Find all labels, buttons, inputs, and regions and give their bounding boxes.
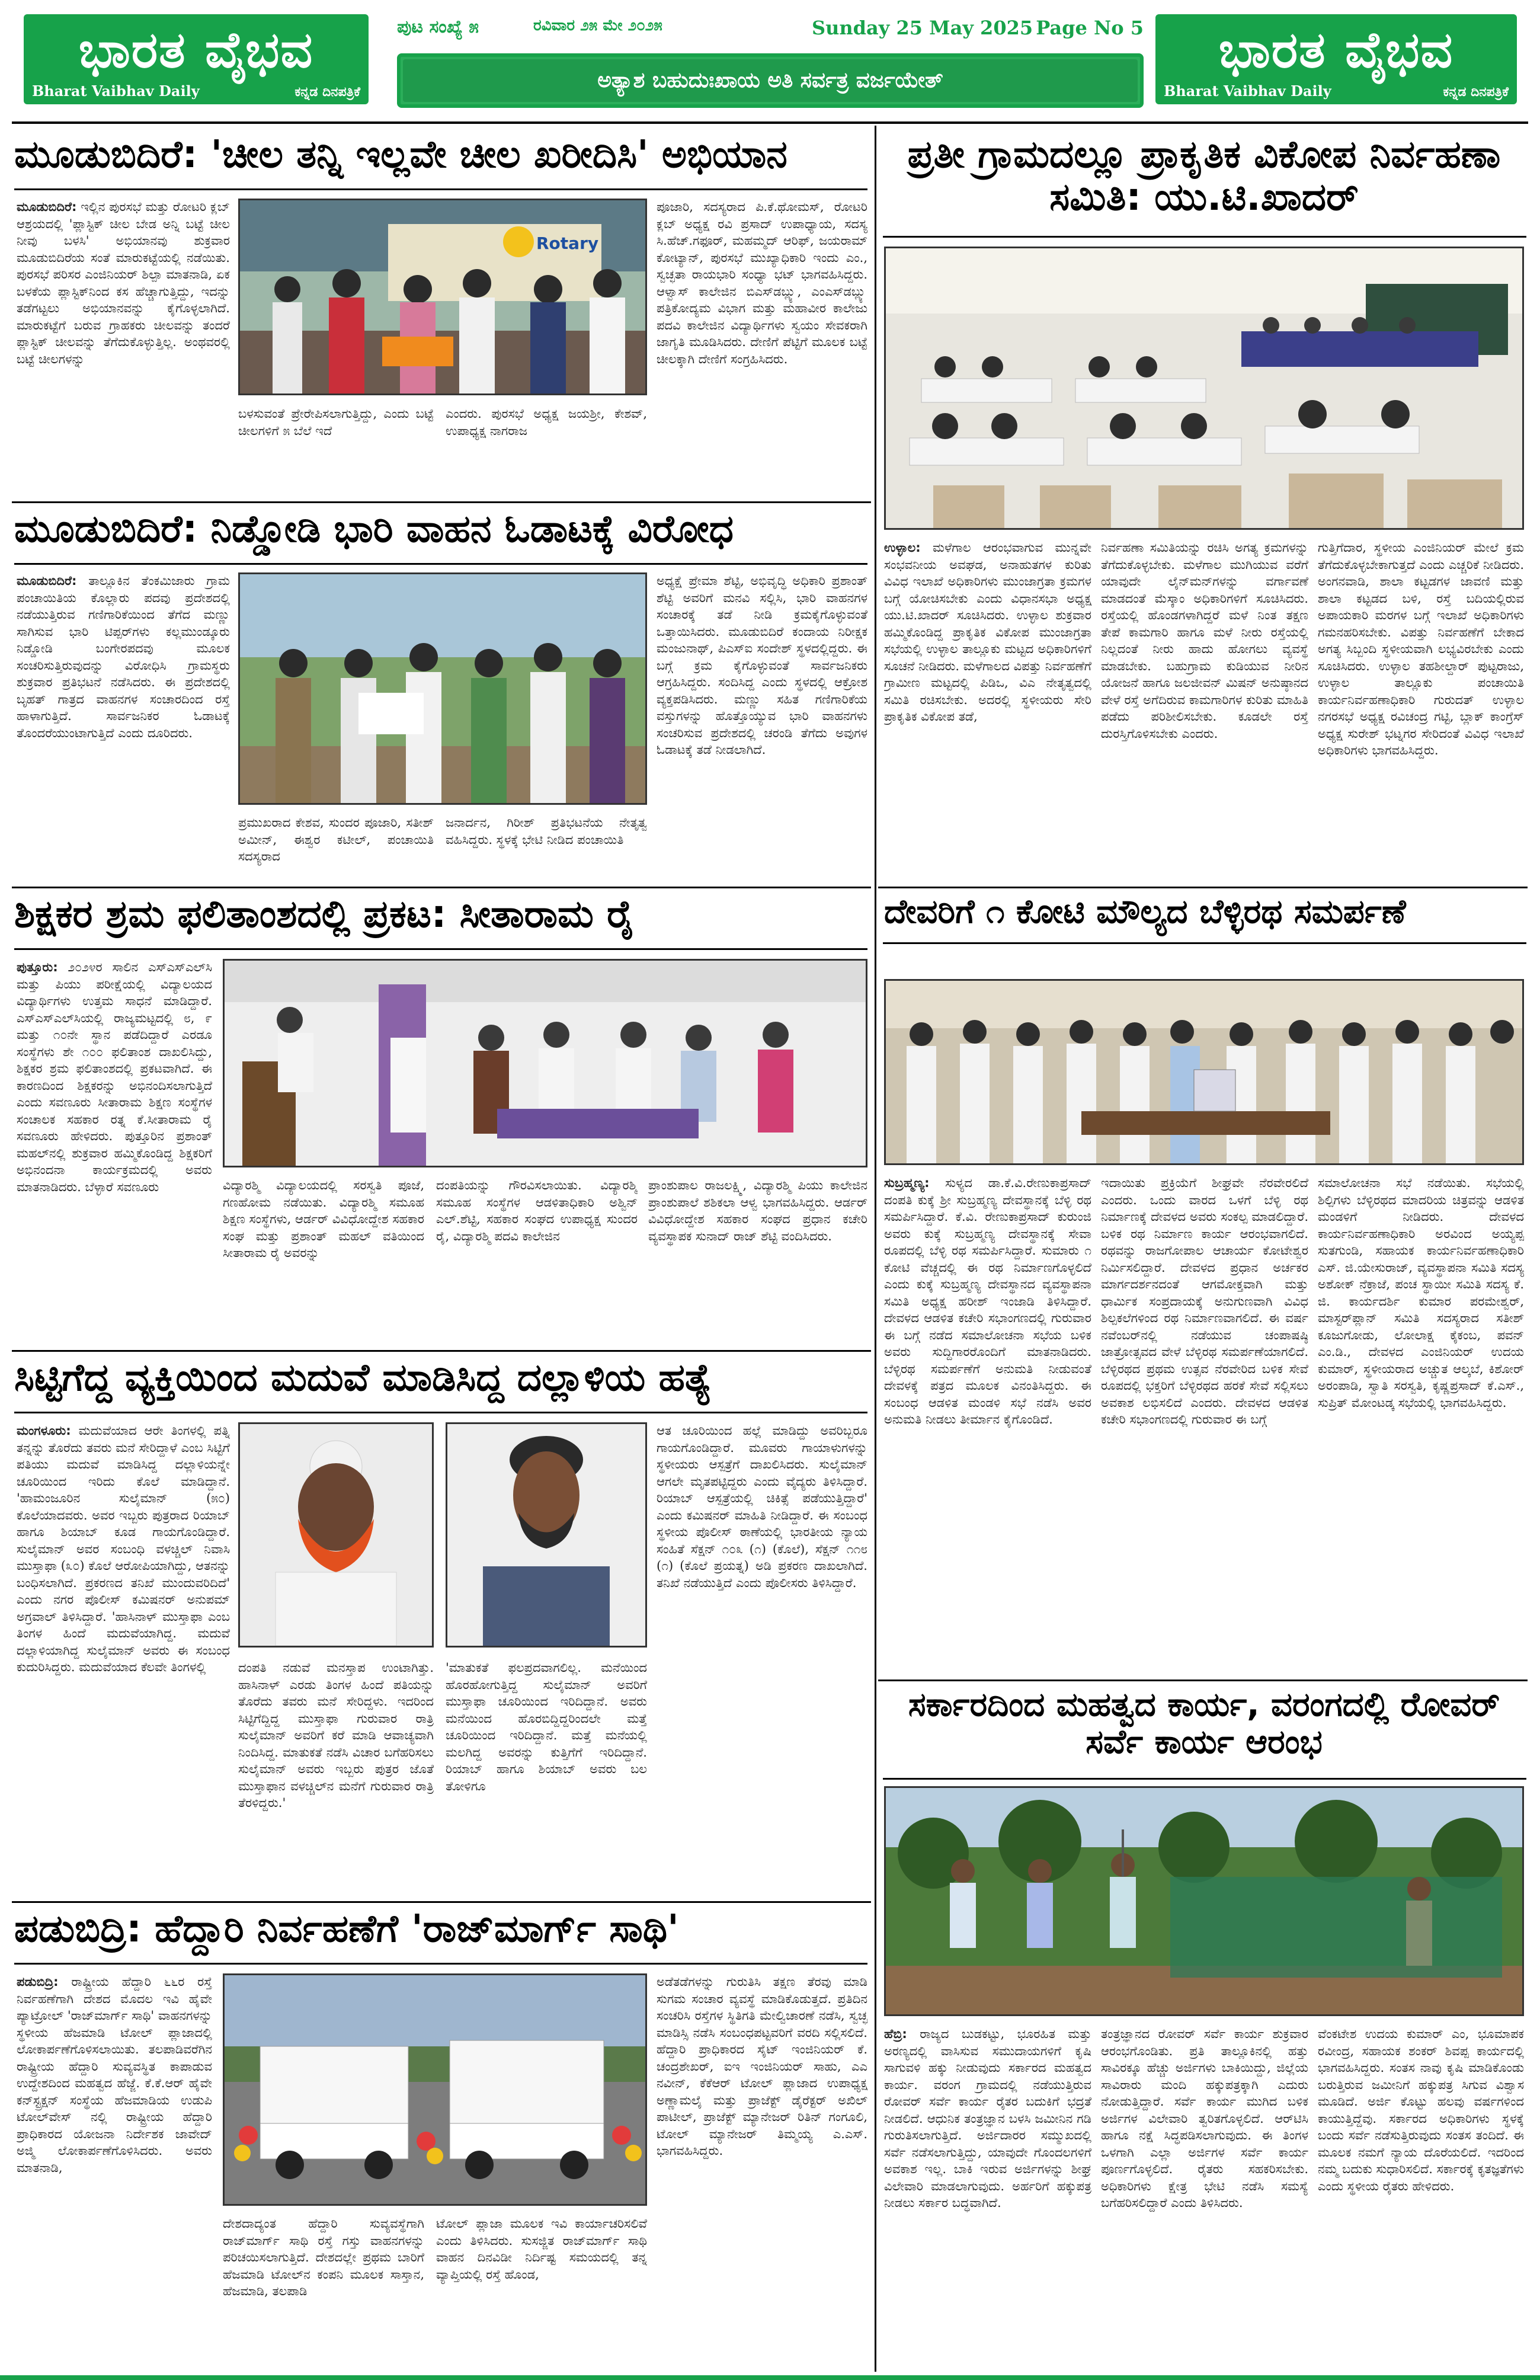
page-number: Page No 5 xyxy=(1036,17,1144,39)
photo-illustration xyxy=(886,981,1522,1163)
article-body xyxy=(657,1422,867,1889)
article-body xyxy=(884,2026,1091,2362)
article-body xyxy=(446,1659,647,1889)
article-body xyxy=(446,405,647,481)
dateline: ಮಂಗಳೂರು: xyxy=(17,1423,71,1438)
article-body xyxy=(238,814,434,876)
article-text: ಪ್ರಾಂಶುಪಾಲ ರಾಜಲಕ್ಷ್ಮಿ, ವಿದ್ಯಾರಶ್ಮಿ ಪಿಯು ಕಾಲೇಜಿನ ಪ್ರಾಂಶುಪಾಲೆ ಶಶಿಕಲಾ ಆಳ್ವ ಭಾಗವಹಿಸಿದ್ದರು. ಆರ್ಡರ್ ವಿವಿಧೋದ್ದೇಶ ಸಹಕಾರ ಸಂಘದ ಪ್ರಧಾನ ಕಚೇರಿ ವ್ಯವಸ್ಥಾಪಕ ಸುನಾದ್ ರಾಜ್ ಶೆಟ್ಟಿ ವಂದಿಸಿದರು. xyxy=(648,1178,867,1243)
dateline: ಹೆಬ್ರಿ: xyxy=(884,2027,907,2041)
article-body xyxy=(884,539,1091,881)
dateline: ಉಳ್ಳಾಲ: xyxy=(884,540,921,555)
headline-underline xyxy=(14,1412,867,1413)
issue-date-kn: ರವಿವಾರ ೨೫ ಮೇ ೨೦೨೫ xyxy=(533,17,662,34)
news-photo-felicitation xyxy=(223,959,867,1167)
slogan-text: ಅತ್ಯಾಶ ಬಹುದುಃಖಾಯ ಅತಿ ಸರ್ವತ್ರ ವರ್ಜಯೇತ್ xyxy=(403,59,1138,102)
article-text: ರಾಜ್ಯದ ಬುಡಕಟ್ಟು, ಭೂರಹಿತ ಮತ್ತು ಅರಣ್ಯದಲ್ಲಿ ವಾಸಿಸುವ ಸಮುದಾಯಗಳಿಗೆ ಕೃಷಿ ಸಾಗುವಳಿ ಹಕ್ಕು ನೀಡುವುದು ಸರ್ಕಾರದ ಮಹತ್ವದ ಕಾರ್ಯ. ವರಂಗ ಗ್ರಾಮದಲ್ಲಿ ನಡೆಯುತ್ತಿರುವ ರೋವರ್ ಸರ್ವೆ ಕಾರ್ಯ ರೈತರ ಬದುಕಿಗೆ ಭದ್ರತೆ ನೀಡಲಿದೆ. ಆಧುನಿಕ ತಂತ್ರಜ್ಞಾನ ಬಳಸಿ ಜಮೀನಿನ ಗಡಿ ಗುರುತಿಸಲಾಗುತ್ತಿದೆ. ಅರ್ಜಿದಾರರ ಸಮ್ಮುಖದಲ್ಲಿ ಸರ್ವೆ ನಡೆಸಲಾಗುತ್ತಿದ್ದು, ಯಾವುದೇ ಗೊಂದಲಗಳಿಗೆ ಅವಕಾಶ ಇಲ್ಲ. ಬಾಕಿ ಇರುವ ಅರ್ಜಿಗಳನ್ನು ಶೀಘ್ರ ವಿಲೇವಾರಿ ಮಾಡಲಾಗುವುದು. ಅರ್ಹರಿಗೆ ಹಕ್ಕುಪತ್ರ ನೀಡಲು ಸರ್ಕಾರ ಬದ್ಧವಾಗಿದೆ. xyxy=(884,2027,1091,2210)
article-body xyxy=(446,814,647,876)
masthead-logo-right xyxy=(1155,14,1517,104)
article-body xyxy=(1318,539,1524,881)
page-footer-bar xyxy=(0,2375,1540,2380)
article-body xyxy=(17,959,212,1338)
news-photo-meeting xyxy=(884,247,1524,530)
article-body xyxy=(1318,1175,1524,1670)
article-text: ಮದುವೆಯಾದ ಆರೇ ತಿಂಗಳಲ್ಲಿ ಪತ್ನಿ ತನ್ನನ್ನು ತೊರೆದು ತವರು ಮನೆ ಸೇರಿದ್ದಾಳೆ ಎಂಬ ಸಿಟ್ಟಿಗೆ ಪತಿಯು ಮದುವೆ ಮಾಡಿಸಿದ್ದ ದಲ್ಲಾಳಿಯನ್ನೇ ಚೂರಿಯಿಂದ ಇರಿದು ಕೊಲೆ ಮಾಡಿದ್ದಾನೆ. 'ಹಾಮಂಜೂರಿನ ಸುಲೈಮಾನ್ (೫೦) ಕೊಲೆಯಾದವರು. ಅವರ ಇಬ್ಬರು ಪುತ್ರರಾದ ರಿಯಾಬ್ ಹಾಗೂ ಶಿಯಾಬ್ ಕೂಡ ಗಾಯಗೊಂಡಿದ್ದಾರೆ. ಸುಲೈಮಾನ್ ಅವರ ಸಂಬಂಧಿ ವಳಚ್ಚಿಲ್ ನಿವಾಸಿ ಮುಸ್ತಾಫಾ (೩೦) ಕೊಲೆ ಆರೋಪಿಯಾಗಿದ್ದು, ಆತನನ್ನು ಬಂಧಿಸಲಾಗಿದೆ. ಪ್ರಕರಣದ ತನಿಖೆ ಮುಂದುವರಿದಿದೆ' ಎಂದು ನಗರ ಪೊಲೀಸ್ ಕಮಿಷನರ್ ಅನುಪಮ್ ಅಗ್ರವಾಲ್ ತಿಳಿಸಿದ್ದಾರೆ. 'ಹಾಸಿನಾಳ್ ಮುಸ್ತಾಫಾ ಎಂಬ ತಿಂಗಳ ಹಿಂದೆ ಮದುವೆಯಾಗಿದ್ದ. ಮದುವೆ ದಲ್ಲಾಳಿಯಾಗಿದ್ದ ಸುಲೈಮಾನ್ ಅವರು ಈ ಸಂಬಂಧ ಕುದುರಿಸಿದ್ದರು. ಮದುವೆಯಾದ ಕೆಲವೇ ತಿಂಗಳಲ್ಲಿ xyxy=(17,1423,230,1674)
article-headline: ದೇವರಿಗೆ ೧ ಕೋಟಿ ಮೌಲ್ಯದ ಬೆಳ್ಳಿರಥ ಸಮರ್ಪಣೆ xyxy=(884,892,1406,931)
article-headline: ಸರ್ಕಾರದಿಂದ ಮಹತ್ವದ ಕಾರ್ಯ, ವರಂಗದಲ್ಲಿ ರೋವರ್ ಸರ್ವೆ ಕಾರ್ಯ ಆರಂಭ xyxy=(908,1685,1500,1761)
article-separator xyxy=(12,1350,871,1352)
news-photo-ev-vans xyxy=(223,1973,647,2206)
article-text: ಪ್ರಮುಖರಾದ ಕೇಶವ, ಸುಂದರ ಪೂಜಾರಿ, ಸತೀಶ್ ಅಮೀನ್, ಈಶ್ವರ ಕಟೀಲ್, ಪಂಚಾಯಿತಿ ಸದಸ್ಯರಾದ xyxy=(238,815,434,863)
headline-underline xyxy=(14,1963,867,1965)
article-body xyxy=(17,1973,212,2362)
article-headline: ಮೂಡುಬಿದಿರೆ: ನಿಡ್ಡೋಡಿ ಭಾರಿ ವಾಹನ ಓಡಾಟಕ್ಕೆ ವಿರೋಧ xyxy=(14,507,734,551)
victim-portrait-photo xyxy=(238,1422,434,1648)
article-body xyxy=(657,1973,867,2362)
masthead-subtitle-kn-right: ಕನ್ನಡ ದಿನಪತ್ರಿಕೆ xyxy=(1443,85,1509,100)
dateline: ಪಡುಬಿದ್ರಿ: xyxy=(17,1975,59,1989)
headline-underline xyxy=(883,236,1526,238)
masthead-title-right: ಭಾರತ ವೈಭವ xyxy=(1218,21,1454,79)
article-text: ನಿರ್ವಹಣಾ ಸಮಿತಿಯನ್ನು ರಚಿಸಿ ಅಗತ್ಯ ಕ್ರಮಗಳನ್ನು ತೆಗೆದುಕೊಳ್ಳಬೇಕು. ಮಳೆಗಾಲ ಮುಗಿಯುವ ವರೆಗೆ ಯಾವುದೇ ಲೈನ್‌ಮನ್‌ಗಳನ್ನು ವರ್ಗಾವಣೆ ಮಾಡದಂತೆ ಮೆಸ್ಕಾಂ ಅಧಿಕಾರಿಗಳಿಗೆ ಸೂಚಿಸಿದರು. ರಸ್ತೆಯಲ್ಲಿ ಹೊಂಡಗಳಾಗಿದ್ದರೆ ಮಳೆ ನಿಂತ ತಕ್ಷಣ ತೇಪೆ ಕಾಮಗಾರಿ ಹಾಗೂ ಮಳೆ ನೀರು ರಸ್ತೆಯಲ್ಲಿ ನಿಲ್ಲದಂತೆ ನೀರು ಹಾದು ಹೋಗಲು ವ್ಯವಸ್ಥೆ ಮಾಡಬೇಕು. ಬಹುಗ್ರಾಮ ಕುಡಿಯುವ ನೀರಿನ ಯೋಜನೆ ಹಾಗೂ ಜಲಜೀವನ್ ಮಿಷನ್ ಅನುಷ್ಠಾನದ ವೇಳೆ ರಸ್ತೆ ಅಗೆದಿರುವ ಕಾಮಗಾರಿಗಳ ಕುರಿತು ಮಾಹಿತಿ ಪಡೆದು ಪರಿಶೀಲಿಸಬೇಕು. ಕೂಡಲೇ ರಸ್ತೆ ದುರಸ್ತಿಗೊಳಿಸಬೇಕು ಎಂದರು. xyxy=(1101,540,1308,741)
article-text: ದಂಪತಿಯನ್ನು ಗೌರವಿಸಲಾಯಿತು. ವಿದ್ಯಾರಶ್ಮಿ ಸಮೂಹ ಸಂಸ್ಥೆಗಳ ಆಡಳಿತಾಧಿಕಾರಿ ಅಶ್ವಿನ್ ಎಲ್.ಶೆಟ್ಟಿ, ಸಹಕಾರ ಸಂಘದ ಉಪಾಧ್ಯಕ್ಷ ಸುಂದರ ರೈ, ವಿದ್ಯಾರಶ್ಮಿ ಪದವಿ ಕಾಲೇಜಿನ xyxy=(436,1178,638,1243)
article-body xyxy=(223,1177,424,1338)
dateline: ಮೂಡುಬಿದಿರೆ: xyxy=(17,574,77,588)
article-body xyxy=(223,2215,424,2362)
article-text: ಇಲ್ಲಿನ ಪುರಸಭೆ ಮತ್ತು ರೋಟರಿ ಕ್ಲಬ್ ಆಶ್ರಯದಲ್ಲಿ 'ಪ್ಲಾಸ್ಟಿಕ್ ಚೀಲ ಬೇಡ ಅನ್ನಿ ಬಟ್ಟೆ ಚೀಲ ನೀವು ಬಳಸಿ' ಅಭಿಯಾನವು ಶುಕ್ರವಾರ ಮೂಡುಬಿದಿರೆಯ ಸಂತೆ ಮಾರುಕಟ್ಟೆಯಲ್ಲಿ ನಡೆಯಿತು. ಪುರಸಭೆ ಪರಿಸರ ಎಂಜಿನಿಯರ್ ಶಿಲ್ಪಾ ಮಾತನಾಡಿ, ಏಕ ಬಳಕೆಯ ಪ್ಲಾಸ್ಟಿಕ್‌ನಿಂದ ಕಸ ಹೆಚ್ಚಾಗುತ್ತಿದ್ದು, ಇದನ್ನು ತಡೆಗಟ್ಟಲು ಅಭಿಯಾನವನ್ನು ಕೈಗೊಳ್ಳಲಾಗಿದೆ. ಮಾರುಕಟ್ಟೆಗೆ ಬರುವ ಗ್ರಾಹಕರು ಚೀಲವನ್ನು ತಂದರೆ ಪ್ಲಾಸ್ಟಿಕ್ ಚೀಲವನ್ನು ತೆಗೆದುಕೊಳ್ಳುತ್ತಿಲ್ಲ. ಅಂಥವರಲ್ಲಿ ಬಟ್ಟೆ ಚೀಲಗಳನ್ನು xyxy=(17,200,230,366)
article-body xyxy=(1101,2026,1308,2362)
article-body xyxy=(648,1177,867,1338)
photo-illustration xyxy=(886,248,1522,528)
article-text: ಟೋಲ್ ಪ್ಲಾಜಾ ಮೂಲಕ ಇವಿ ಕಾರ್ಯಾಚರಿಸಲಿವೆ ಎಂದು ತಿಳಿಸಿದರು. ಸುಸಜ್ಜಿತ ರಾಜ್‌ಮಾರ್ಗ್ ಸಾಥಿ ವಾಹನ ದಿನವಿಡೀ ನಿರ್ದಿಷ್ಟ ಸಮಯದಲ್ಲಿ ತನ್ನ ವ್ಯಾಪ್ತಿಯಲ್ಲಿ ರಸ್ತೆ ಹೊಂಡ, xyxy=(436,2216,647,2282)
headline-underline xyxy=(14,188,867,190)
slogan-banner xyxy=(397,53,1144,108)
photo-illustration xyxy=(240,200,645,394)
article-text: ಇದಾಯಿತು ಪ್ರಕ್ರಿಯೆಗೆ ಶೀಘ್ರವೇ ನೆರವೇರಲಿದೆ ಎಂದರು. ಒಂದು ವಾರದ ಒಳಗೆ ಬೆಳ್ಳಿ ರಥ ನಿರ್ಮಾಣಕ್ಕೆ ದೇವಳದ ಅವರು ಸಂಕಲ್ಪ ಮಾಡಲಿದ್ದಾರೆ. ಬಳಿಕ ರಥ ನಿರ್ಮಾಣ ಕಾರ್ಯ ಆರಂಭವಾಗಲಿದೆ. ರಥವನ್ನು ರಾಜಗೋಪಾಲ ಆಚಾರ್ಯ ಕೋಟೇಶ್ವರ ನಿರ್ಮಿಸಲಿದ್ದಾರೆ. ದೇವಳದ ಪ್ರಧಾನ ಅರ್ಚಕರ ಮಾರ್ಗದರ್ಶನದಂತೆ ಆಗಮೋಕ್ತವಾಗಿ ಮತ್ತು ಧಾರ್ಮಿಕ ಸಂಪ್ರದಾಯಕ್ಕೆ ಅನುಗುಣವಾಗಿ ವಿವಿಧ ಶಿಲ್ಪಕಲೆಗಳಿಂದ ರಥ ನಿರ್ಮಾಣವಾಗಲಿದೆ. ಈ ವರ್ಷ ನವೆಂಬರ್‌ನಲ್ಲಿ ನಡೆಯುವ ಚಂಪಾಷಷ್ಠಿ ಜಾತ್ರೋತ್ಸವದ ವೇಳೆ ಬೆಳ್ಳಿರಥ ಸಮರ್ಪಣೆಯಾಗಲಿದೆ. ಬೆಳ್ಳಿರಥದ ಪ್ರಥಮ ಉತ್ಸವ ನೆರವೇರಿದ ಬಳಿಕ ಸೇವೆ ರೂಪದಲ್ಲಿ ಭಕ್ತರಿಗೆ ಬೆಳ್ಳಿರಥದ ಹರಕೆ ಸೇವೆ ಸಲ್ಲಿಸಲು ಅವಕಾಶ ಲಭಿಸಲಿದೆ ಎಂದರು. ದೇವಳದ ಆಡಳಿತ ಕಚೇರಿ ಸಭಾಂಗಣದಲ್ಲಿ ಗುರುವಾರ ಈ ಬಗ್ಗೆ xyxy=(1101,1176,1308,1426)
article-separator xyxy=(12,501,871,503)
article-text: ೨೦೨೪ರ ಸಾಲಿನ ಎಸ್‌ಎಸ್‌ಎಲ್‌ಸಿ ಮತ್ತು ಪಿಯು ಪರೀಕ್ಷೆಯಲ್ಲಿ ವಿದ್ಯಾಲಯದ ವಿದ್ಯಾರ್ಥಿಗಳು ಉತ್ತಮ ಸಾಧನೆ ಮಾಡಿದ್ದಾರೆ. ಎಸ್‌ಎಸ್‌ಎಲ್‌ಸಿಯಲ್ಲಿ ರಾಜ್ಯಮಟ್ಟದಲ್ಲಿ ೮, ೯ ಮತ್ತು ೧೦ನೇ ಸ್ಥಾನ ಪಡೆದಿದ್ದಾರೆ ಎರಡೂ ಸಂಸ್ಥೆಗಳು ಶೇ ೧೦೦ ಫಲಿತಾಂಶ ದಾಖಲಿಸಿದ್ದು, ಶಿಕ್ಷಕರ ಶ್ರಮ ಫಲಿತಾಂಶದಲ್ಲಿ ಪ್ರಕಟವಾಗಿದೆ. ಈ ಕಾರಣದಿಂದ ಶಿಕ್ಷಕರನ್ನು ಅಭಿನಂದಿಸಲಾಗುತ್ತಿದೆ ಎಂದು ಸವಣೂರು ಸೀತಾರಾಮ ಶಿಕ್ಷಣ ಸಂಸ್ಥೆಗಳ ಸಂಚಾಲಕ ಸಹಕಾರ ರತ್ನ ಕೆ.ಸೀತಾರಾಮ ರೈ ಸವಣೂರು ಹೇಳಿದರು. ಪುತ್ತೂರಿನ ಪ್ರಶಾಂತ್ ಮಹಲ್‌ನಲ್ಲಿ ಶುಕ್ರವಾರ ಹಮ್ಮಿಕೊಂಡಿದ್ದ ಶಿಕ್ಷಕರಿಗೆ ಅಭಿನಂದನಾ ಕಾರ್ಯಕ್ರಮದಲ್ಲಿ ಅವರು ಮಾತನಾಡಿದರು. ಬೆಳ್ಳಾರೆ ಸವಣೂರು xyxy=(17,960,212,1194)
article-text: ಅಡೆತಡೆಗಳನ್ನು ಗುರುತಿಸಿ ತಕ್ಷಣ ತೆರವು ಮಾಡಿ ಸುಗಮ ಸಂಚಾರ ವ್ಯವಸ್ಥೆ ಮಾಡಿಕೊಡುತ್ತದೆ. ಪ್ರತಿದಿನ ಸಂಚರಿಸಿ ರಸ್ತೆಗಳ ಸ್ಥಿತಿಗತಿ ಮೇಲ್ವಿಚಾರಣೆ ನಡೆಸಿ, ಸ್ವಚ್ಛ ಮಾಡಿಸ್ಸಿ ನಡೆಸಿ ಸಂಬಂಧಪಟ್ಟವರಿಗೆ ವರದಿ ಸಲ್ಲಿಸಲಿದೆ. ಹೆದ್ದಾರಿ ಪ್ರಾಧಿಕಾರದ ಸೈಟ್ ಇಂಜಿನಿಯರ್ ಕೆ. ಚಂದ್ರಶೇಖರ್, ಐಇ ಇಂಜಿನಿಯರ್ ಸಾಹು, ಎಎ ನವೀನ್, ಕೆಕೆಆರ್ ಟೋಲ್ ಪ್ಲಾಜಾದ ಉಪಾಧ್ಯಕ್ಷ ಅಣ್ಣಾಮಲೈ ಮತ್ತು ಪ್ರಾಜೆಕ್ಟ್ ಡೈರೆಕ್ಟರ್ ಅಖಿಲ್ ಪಾಟೀಲ್, ಪ್ರಾಜೆಕ್ಟ್ ಮ್ಯಾನೇಜರ್ ರಿತಿನ್ ಗಂಗೂಲಿ, ಟೋಲ್ ಮ್ಯಾನೇಜರ್ ತಿಮ್ಮಯ್ಯ ಎ.ಎಸ್. ಭಾಗವಹಿಸಿದ್ದರು. xyxy=(657,1975,867,2158)
dateline: ಮೂಡುಬಿದಿರೆ: xyxy=(17,200,77,214)
article-headline: ಪ್ರತೀ ಗ್ರಾಮದಲ್ಲೂ ಪ್ರಾಕೃತಿಕ ವಿಕೋಪ ನಿರ್ವಹಣಾ ಸಮಿತಿ: ಯು.ಟಿ.ಖಾದರ್ xyxy=(907,133,1501,219)
article-text: ರಾಷ್ಟ್ರೀಯ ಹೆದ್ದಾರಿ ೬೬ರ ರಸ್ತೆ ನಿರ್ವಹಣೆಗಾಗಿ ದೇಶದ ಮೊದಲ ಇವಿ ಹೈವೇ ಪ್ಯಾಟ್ರೋಲ್ 'ರಾಜ್‌ಮಾರ್ಗ್ ಸಾಥಿ' ವಾಹನಗಳನ್ನು ಸ್ಥಳೀಯ ಹೆಜಮಾಡಿ ಟೋಲ್ ಪ್ಲಾಜಾದಲ್ಲಿ ಲೋಕಾರ್ಪಣೆಗೊಳಿಸಲಾಯಿತು. ತಲಪಾಡಿವರೆಗಿನ ರಾಷ್ಟ್ರೀಯ ಹೆದ್ದಾರಿ ಸುವ್ಯವಸ್ಥಿತ ಕಾಪಾಡುವ ಉದ್ದೇಶದಿಂದ ಮಹತ್ವದ ಹೆಜ್ಜೆ. ಕೆ.ಕೆ.ಆರ್ ಹೈವೇ ಕನ್‌ಸ್ಟ್ರಕ್ಷನ್ ಸಂಸ್ಥೆಯ ಹೆಜಮಾಡಿಯ ಉಡುಪಿ ಟೋಲ್‌ವೇಸ್ ನಲ್ಲಿ ರಾಷ್ಟ್ರೀಯ ಹೆದ್ದಾರಿ ಪ್ರಾಧಿಕಾರದ ಯೋಜನಾ ನಿರ್ದೇಶಕ ಜಾವೇದ್ ಅಜ್ಮಿ ಲೋಕಾರ್ಪಣೆಗೊಳಿಸಿದರು. ಅವರು ಮಾತನಾಡಿ, xyxy=(17,1975,212,2175)
masthead-logo-left xyxy=(24,14,369,104)
article-body xyxy=(238,405,434,481)
article-text: ಆತ ಚೂರಿಯಿಂದ ಹಲ್ಲೆ ಮಾಡಿದ್ದು ಅವರಿಬ್ಬರೂ ಗಾಯಗೊಂಡಿದ್ದಾರೆ. ಮೂವರು ಗಾಯಾಳುಗಳನ್ನು ಸ್ಥಳೀಯರು ಆಸ್ಪತ್ರೆಗೆ ದಾಖಲಿಸಿದರು. ಸುಲೈಮಾನ್ ಆಗಲೇ ಮೃತಪಟ್ಟಿದ್ದರು ಎಂದು ವೈದ್ಯರು ತಿಳಿಸಿದ್ದಾರೆ. ರಿಯಾಬ್ ಆಸ್ಪತ್ರೆಯಲ್ಲಿ ಚಿಕಿತ್ಸೆ ಪಡೆಯುತ್ತಿದ್ದಾರೆ' ಎಂದು ಕಮಿಷನರ್ ಮಾಹಿತಿ ನೀಡಿದ್ದಾರೆ. ಈ ಸಂಬಂಧ ಸ್ಥಳೀಯ ಪೊಲೀಸ್ ಠಾಣೆಯಲ್ಲಿ ಭಾರತೀಯ ನ್ಯಾಯ ಸಂಹಿತೆ ಸೆಕ್ಷನ್ ೧೦೩ (೧) (ಕೊಲೆ), ಸೆಕ್ಷನ್ ೧೧೮ (೧) (ಕೊಲೆ ಪ್ರಯತ್ನ) ಅಡಿ ಪ್ರಕರಣ ದಾಖಲಾಗಿದೆ. ತನಿಖೆ ನಡೆಯುತ್ತಿದೆ ಎಂದು ಪೊಲೀಸರು ತಿಳಿಸಿದ್ದಾರೆ. xyxy=(657,1423,867,1590)
article-body xyxy=(1101,1175,1308,1670)
article-text: ದೇಶದಾದ್ಯಂತ ಹೆದ್ದಾರಿ ಸುವ್ಯವಸ್ಥೆಗಾಗಿ ರಾಜ್‌ಮಾರ್ಗ್ ಸಾಥಿ ರಸ್ತೆ ಗಸ್ತು ವಾಹನಗಳನ್ನು ಪರಿಚಯಿಸಲಾಗುತ್ತಿದೆ. ದೇಶದಲ್ಲೇ ಪ್ರಥಮ ಬಾರಿಗೆ ಹೆಜಮಾಡಿ ಟೋಲ್‌ನ ಕಂಪನಿ ಮೂಲಕ ಸಾಸ್ತಾನ, ಹೆಜಮಾಡಿ, ತಲಪಾಡಿ xyxy=(223,2216,424,2298)
article-body xyxy=(657,572,867,876)
article-text: ವೆಂಕಟೇಶ ಉದಯ ಕುಮಾರ್ ಎಂ, ಭೂಮಾಪಕ ರವೀಂದ್ರ, ಸಹಾಯಕ ಶಂಕರ್ ಶಿವಪ್ಪ ಕಾರ್ಯದಲ್ಲಿ ಭಾಗವಹಿಸಿದ್ದರು. ಸಂತಸ ನಾವು ಕೃಷಿ ಮಾಡಿಕೊಂಡು ಬರುತ್ತಿರುವ ಜಮೀನಿಗೆ ಹಕ್ಕುಪತ್ರ ಸಿಗುವ ವಿಶ್ವಾಸ ಮೂಡಿದೆ. ಅರ್ಜಿ ಕೊಟ್ಟು ಹಲವು ವರ್ಷಗಳಿಂದ ಕಾಯುತ್ತಿದ್ದೆವು. ಸರ್ಕಾರದ ಅಧಿಕಾರಿಗಳು ಸ್ಥಳಕ್ಕೆ ಬಂದು ಸರ್ವೆ ನಡೆಸುತ್ತಿರುವುದು ಸಂತಸ ತಂದಿದೆ. ಈ ಮೂಲಕ ನಮಗೆ ನ್ಯಾಯ ದೊರೆಯಲಿದೆ. ಇದರಿಂದ ನಮ್ಮ ಬದುಕು ಸುಧಾರಿಸಲಿದೆ. ಸರ್ಕಾರಕ್ಕೆ ಕೃತಜ್ಞತೆಗಳು ಎಂದು ಸ್ಥಳೀಯ ರೈತರು ಹೇಳಿದರು. xyxy=(1318,2027,1524,2193)
article-body xyxy=(884,1175,1091,1670)
news-photo-protest xyxy=(238,572,647,805)
article-text: ತಂತ್ರಜ್ಞಾನದ ರೋವರ್ ಸರ್ವೆ ಕಾರ್ಯ ಶುಕ್ರವಾರ ಆರಂಭಗೊಂಡಿತು. ಪ್ರತಿ ತಾಲ್ಲೂಕಿನಲ್ಲಿ ಹತ್ತು ಸಾವಿರಕ್ಕೂ ಹೆಚ್ಚು ಅರ್ಜಿಗಳು ಬಾಕಿಯಿದ್ದು, ಜಿಲ್ಲೆಯ ಸಾವಿರಾರು ಮಂದಿ ಹಕ್ಕುಪತ್ರಕ್ಕಾಗಿ ಎದುರು ನೋಡುತ್ತಿದ್ದಾರೆ. ಸರ್ವೆ ಕಾರ್ಯ ಮುಗಿದ ಬಳಿಕ ಅರ್ಜಿಗಳ ವಿಲೇವಾರಿ ತ್ವರಿತಗೊಳ್ಳಲಿದೆ. ಆರ್‌ಟಿಸಿ ಹಾಗೂ ನಕ್ಷೆ ಸಿದ್ಧಪಡಿಸಲಾಗುವುದು. ಈ ತಿಂಗಳ ಒಳಗಾಗಿ ಎಲ್ಲಾ ಅರ್ಜಿಗಳ ಸರ್ವೆ ಕಾರ್ಯ ಪೂರ್ಣಗೊಳ್ಳಲಿದೆ. ರೈತರು ಸಹಕರಿಸಬೇಕು. ಅಧಿಕಾರಿಗಳು ಕ್ಷೇತ್ರ ಭೇಟಿ ನಡೆಸಿ ಸಮಸ್ಯೆ ಬಗೆಹರಿಸಲಿದ್ದಾರೆ ಎಂದು ತಿಳಿಸಿದರು. xyxy=(1101,2027,1308,2210)
photo-illustration xyxy=(225,961,866,1166)
photo-illustration xyxy=(225,1975,645,2204)
dateline: ಪುತ್ತೂರು: xyxy=(17,960,58,974)
article-body xyxy=(17,1422,230,1889)
date-en: Sunday 25 May 2025 xyxy=(812,17,1033,39)
article-text: ಪೂಜಾರಿ, ಸದಸ್ಯರಾದ ಪಿ.ಕೆ.ಥೋಮಸ್, ರೋಟರಿ ಕ್ಲಬ್ ಅಧ್ಯಕ್ಷ ರವಿ ಪ್ರಸಾದ್ ಉಪಾಧ್ಯಾಯ, ಸದಸ್ಯ ಸಿ.ಹೆಚ್.ಗಫೂರ್, ಮಹಮ್ಮದ್ ಆರಿಫ್, ಜಯರಾಮ್ ಕೋಟ್ಯಾನ್, ಪುರಸಭೆ ಮುಖ್ಯಾಧಿಕಾರಿ ಇಂದು ಎಂ., ಸ್ವಚ್ಛತಾ ರಾಯಭಾರಿ ಸಂಧ್ಯಾ ಭಟ್ ಭಾಗವಹಿಸಿದ್ದರು. ಆಳ್ವಾಸ್ ಕಾಲೇಜಿನ ಬಿಎಸ್‌ಡಬ್ಲ್ಯು, ಎಂಎಸ್‌ಡಬ್ಲ್ಯು ಪತ್ರಿಕೋದ್ಯಮ ವಿಭಾಗ ಮತ್ತು ಮಹಾವೀರ ಕಾಲೇಜು ಪದವಿ ಕಾಲೇಜಿನ ವಿದ್ಯಾರ್ಥಿಗಳು ಸ್ವಯಂ ಸೇವಕರಾಗಿ ಜಾಗೃತಿ ಮೂಡಿಸಿದರು. ದೇಣಿಗೆ ಪೆಟ್ಟಿಗೆ ಮೂಲಕ ಬಟ್ಟೆ ಚೀಲಕ್ಕಾಗಿ ದೇಣಿಗೆ ಸಂಗ್ರಹಿಸಿದರು. xyxy=(657,200,867,366)
photo-illustration xyxy=(447,1424,645,1646)
news-photo-silver-chariot xyxy=(884,979,1524,1165)
article-body xyxy=(657,199,867,482)
headline-underline xyxy=(883,1778,1526,1780)
headline-underline xyxy=(883,942,1526,944)
dateline: ಸುಬ್ರಹ್ಮಣ್ಯ: xyxy=(884,1176,930,1190)
photo-illustration xyxy=(240,1424,432,1646)
article-body xyxy=(436,2215,647,2362)
article-text: ಮಳೆಗಾಲ ಆರಂಭವಾಗುವ ಮುನ್ನವೇ ಸಂಭವನೀಯ ಅವಘಡ, ಅನಾಹುತಗಳ ಕುರಿತು ವಿವಿಧ ಇಲಾಖೆ ಅಧಿಕಾರಿಗಳು ಮುಂಜಾಗ್ರತಾ ಕ್ರಮಗಳ ಬಗ್ಗೆ ಯೋಚಿಸಬೇಕು ಎಂದು ವಿಧಾನಸಭಾ ಅಧ್ಯಕ್ಷ ಯು.ಟಿ.ಖಾದರ್ ಸೂಚಿಸಿದರು. ಉಳ್ಳಾಲ ಶುಕ್ರವಾರ ಹಮ್ಮಿಕೊಂಡಿದ್ದ ಪ್ರಾಕೃತಿಕ ವಿಕೋಪ ಮುಂಜಾಗ್ರತಾ ಸಭೆಯಲ್ಲಿ ಉಳ್ಳಾಲ ತಾಲ್ಲೂಕು ಮಟ್ಟದ ಅಧಿಕಾರಿಗಳಿಗೆ ಸೂಚನೆ ನೀಡಿದರು. ಮಳೆಗಾಲದ ವಿಪತ್ತು ನಿರ್ವಹಣೆಗೆ ಗ್ರಾಮೀಣ ಮಟ್ಟದಲ್ಲಿ ಪಿಡಿಒ, ವಿಎ ನೇತೃತ್ವದಲ್ಲಿ ಸಮಿತಿ ರಚಿಸಬೇಕು. ಅದರಲ್ಲಿ ಸ್ಥಳೀಯರು ಸೇರಿ ಪ್ರಾಕೃತಿಕ ವಿಕೋಪ ತಡೆ, xyxy=(884,540,1091,724)
photo-illustration xyxy=(240,574,645,803)
article-text: ಜನಾರ್ದನ, ಗಿರೀಶ್ ಪ್ರತಿಭಟನೆಯ ನೇತೃತ್ವ ವಹಿಸಿದ್ದರು. ಸ್ಥಳಕ್ಕೆ ಭೇಟಿ ನೀಡಿದ ಪಂಚಾಯಿತಿ xyxy=(446,815,647,847)
article-text: 'ಮಾತುಕತೆ ಫಲಪ್ರದವಾಗಲಿಲ್ಲ. ಮನೆಯಿಂದ ಹೊರಹೋಗುತ್ತಿದ್ದ ಸುಲೈಮಾನ್ ಅವರಿಗೆ ಮುಸ್ತಾಫಾ ಚೂರಿಯಿಂದ ಇರಿದಿದ್ದಾನೆ. ಅವರು ಮನೆಯಿಂದ ಹೊರಬಿದ್ದಿದ್ದರಿಂದಲೇ ಮತ್ತೆ ಚೂರಿಯಿಂದ ಇರಿದಿದ್ದಾನೆ. ಮತ್ತೆ ಮನೆಯಲ್ಲಿ ಮಲಗಿದ್ದ ಅವರನ್ನು ಕುತ್ತಿಗೆಗೆ ಇರಿದಿದ್ದಾನೆ. ರಿಯಾಬ್ ಹಾಗೂ ಶಿಯಾಬ್ ಅವರು ಬಲ ತೋಳಿಗೂ xyxy=(446,1661,647,1793)
headline-underline xyxy=(14,948,867,950)
news-photo-rover-survey xyxy=(884,1786,1524,2016)
masthead-subtitle-en: Bharat Vaibhav Daily xyxy=(32,82,200,100)
header-info-row xyxy=(397,17,1144,46)
article-text: ಸಮಾಲೋಚನಾ ಸಭೆ ನಡೆಯಿತು. ಸಭೆಯಲ್ಲಿ ಶಿಲ್ಪಿಗಳು ಬೆಳ್ಳಿರಥದ ಮಾದರಿಯ ಚಿತ್ರವನ್ನು ಆಡಳಿತ ಮಂಡಳಿಗೆ ನೀಡಿದರು. ದೇವಳದ ಕಾರ್ಯನಿರ್ವಹಣಾಧಿಕಾರಿ ಅರವಿಂದ ಅಯ್ಯಪ್ಪ ಸುತಗುಂಡಿ, ಸಹಾಯಕ ಕಾರ್ಯನಿರ್ವಹಣಾಧಿಕಾರಿ ಎಸ್. ಜಿ.ಯೇಸುರಾಜ್, ವ್ಯವಸ್ಥಾಪನಾ ಸಮಿತಿ ಸದಸ್ಯ ಅಶೋಕ್ ನೆಕ್ರಾಜೆ, ಪಂಚ ಸ್ಥಾಯೀ ಸಮಿತಿ ಸದಸ್ಯ ಕೆ. ಜಿ. ಕಾರ್ಯದರ್ಶಿ ಕುಮಾರ ಪರಮೇಶ್ವರ್, ಮಾಸ್ಟರ್‌ಪ್ಲಾನ್ ಸಮಿತಿ ಸದಸ್ಯರಾದ ಸತೀಶ್ ಕೂಜುಗೋಡು, ಲೋಲಾಕ್ಷ ಕೈಕಂಬ, ಪವನ್ ಎಂ.ಡಿ., ದೇವಳದ ಎಂಜಿನಿಯರ್ ಉದಯ ಕುಮಾರ್, ಸ್ಥಳೀಯರಾದ ಅಚ್ಚುತ ಆಲ್ಕಬೆ, ಕಿಶೋರ್ ಅರಂಪಾಡಿ, ಸ್ವಾತಿ ಸರಸ್ವತಿ, ಕೃಷ್ಣಪ್ರಸಾದ್ ಕೆ.ಎಸ್., ಸುಪ್ರಿತ್ ಮೋಂಟಡ್ಕ ಸಭೆಯಲ್ಲಿ ಭಾಗವಹಿಸಿದ್ದರು. xyxy=(1318,1176,1524,1410)
article-body xyxy=(1101,539,1308,881)
masthead-subtitle-en-right: Bharat Vaibhav Daily xyxy=(1164,82,1331,100)
rotary-banner-text: Rotary xyxy=(536,233,599,253)
column-divider xyxy=(875,126,876,2372)
news-photo-rotary xyxy=(238,199,647,395)
accused-portrait-photo xyxy=(446,1422,647,1648)
article-headline: ಮೂಡುಬಿದಿರೆ: 'ಚೀಲ ತನ್ನಿ ಇಲ್ಲವೇ ಚೀಲ ಖರೀದಿಸಿ' ಅಭಿಯಾನ xyxy=(14,133,787,177)
article-text: ಸುಳ್ಯದ ಡಾ.ಕೆ.ವಿ.ರೇಣುಕಾಪ್ರಸಾದ್ ದಂಪತಿ ಕುಕ್ಕೆ ಶ್ರೀ ಸುಬ್ರಹ್ಮಣ್ಯ ದೇವಸ್ಥಾನಕ್ಕೆ ಬೆಳ್ಳಿ ರಥ ಸಮರ್ಪಿಸಿದ್ದಾರೆ. ಕೆ.ವಿ. ರೇಣುಕಾಪ್ರಸಾದ್ ಕುರುಂಜಿ ಅವರು ಕುಕ್ಕೆ ಸುಬ್ರಹ್ಮಣ್ಯ ದೇವಸ್ಥಾನಕ್ಕೆ ಸೇವಾ ರೂಪದಲ್ಲಿ ಬೆಳ್ಳಿ ರಥ ಸಮರ್ಪಿಸಿದ್ದಾರೆ. ಸುಮಾರು ೧ ಕೋಟಿ ವೆಚ್ಚದಲ್ಲಿ ಈ ರಥ ನಿರ್ಮಾಣಗೊಳ್ಳಲಿದೆ ಎಂದು ಕುಕ್ಕೆ ಸುಬ್ರಹ್ಮಣ್ಯ ದೇವಸ್ಥಾನದ ವ್ಯವಸ್ಥಾಪನಾ ಸಮಿತಿ ಅಧ್ಯಕ್ಷ ಹರೀಶ್ ಇಂಜಾಡಿ ತಿಳಿಸಿದ್ದಾರೆ. ದೇವಳದ ಆಡಳಿತ ಕಚೇರಿ ಸಭಾಂಗಣದಲ್ಲಿ ಗುರುವಾರ ಈ ಬಗ್ಗೆ ನಡೆದ ಸಮಾಲೋಚನಾ ಸಭೆಯ ಬಳಿಕ ಅವರು ಸುದ್ದಿಗಾರರೊಂದಿಗೆ ಮಾತನಾಡಿದರು. ಬೆಳ್ಳಿರಥ ಸಮರ್ಪಣೆಗೆ ಅನುಮತಿ ನೀಡುವಂತೆ ದೇವಳಕ್ಕೆ ಪತ್ರದ ಮೂಲಕ ವಿನಂತಿಸಿದ್ದರು. ಈ ಸಂಬಂಧ ಆಡಳಿತ ಮಂಡಳಿ ಸಭೆ ನಡೆಸಿ ಅವರ ಅನುಮತಿ ನೀಡಲು ತೀರ್ಮಾನ ಕೈಗೊಂಡಿದೆ. xyxy=(884,1176,1091,1426)
article-headline: ಶಿಕ್ಷಕರ ಶ್ರಮ ಫಲಿತಾಂಶದಲ್ಲಿ ಪ್ರಕಟ: ಸೀತಾರಾಮ ರೈ xyxy=(14,892,635,936)
masthead-rule xyxy=(12,121,1528,124)
article-text: ದಂಪತಿ ನಡುವೆ ಮನಸ್ತಾಪ ಉಂಟಾಗಿತ್ತು. ಹಾಸಿನಾಳ್ ಎರಡು ತಿಂಗಳ ಹಿಂದೆ ಪತಿಯನ್ನು ತೊರೆದು ತವರು ಮನೆ ಸೇರಿದ್ದಳು. ಇದರಿಂದ ಸಿಟ್ಟಿಗೆದ್ದಿದ್ದ ಮುಸ್ತಾಫಾ ಗುರುವಾರ ರಾತ್ರಿ ಸುಲೈಮಾನ್ ಅವರಿಗೆ ಕರೆ ಮಾಡಿ ಆವಾಚ್ಯವಾಗಿ ನಿಂದಿಸಿದ್ದ. ಮಾತುಕತೆ ನಡೆಸಿ ವಿಚಾರ ಬಗೆಹರಿಸಲು ಸುಲೈಮಾನ್ ಅವರು ಇಬ್ಬರು ಪುತ್ರರ ಜೊತೆ ಮುಸ್ತಾಫಾನ ವಳಚ್ಚಿಲ್‌ನ ಮನೆಗೆ ಗುರುವಾರ ರಾತ್ರಿ ತೆರಳಿದ್ದರು.' xyxy=(238,1661,434,1810)
article-text: ಅಧ್ಯಕ್ಷೆ ಪ್ರೇಮಾ ಶೆಟ್ಟಿ, ಅಭಿವೃದ್ಧಿ ಅಧಿಕಾರಿ ಪ್ರಶಾಂತ್ ಶೆಟ್ಟಿ ಅವರಿಗೆ ಮನವಿ ಸಲ್ಲಿಸಿ, ಭಾರಿ ವಾಹನಗಳ ಸಂಚಾರಕ್ಕೆ ತಡೆ ನೀಡಿ ಕ್ರಮಕೈಗೊಳ್ಳುವಂತೆ ಒತ್ತಾಯಿಸಿದರು. ಮೂಡುಬಿದಿರೆ ಕಂದಾಯ ನಿರೀಕ್ಷಕ ಮಂಜುನಾಥ್, ಪಿಎಸ್‌ಐ ಸಂದೇಶ್ ಸ್ಥಳದಲ್ಲಿದ್ದರು. ಈ ಬಗ್ಗೆ ಕ್ರಮ ಕೈಗೊಳ್ಳುವಂತೆ ಸಾರ್ವಜನಿಕರು ಆಗ್ರಹಿಸಿದ್ದರು. ಸಂದಿಸಿದ್ದ ಎಂದು ಸ್ಥಳದಲ್ಲಿ ಆಕ್ರೋಶ ವ್ಯಕ್ತಪಡಿಸಿದರು. ಮಣ್ಣು ಸಹಿತ ಗಣಿಗಾರಿಕೆಯ ವಸ್ತುಗಳನ್ನು ಹೊತ್ತೊಯ್ಯುವ ಭಾರಿ ವಾಹನಗಳು ಸಂಚರಿಸುವ ಪ್ರದೇಶದಲ್ಲಿ ಚರಂಡಿ ತೆಗೆದು ಅವುಗಳ ಓಡಾಟಕ್ಕೆ ತಡೆ ನೀಡಲಾಗಿದೆ. xyxy=(657,574,867,757)
article-body xyxy=(1318,2026,1524,2362)
article-headline: ಸಿಟ್ಟಿಗೆದ್ದ ವ್ಯಕ್ತಿಯಿಂದ ಮದುವೆ ಮಾಡಿಸಿದ್ದ ದಲ್ಲಾಳಿಯ ಹತ್ಯೆ xyxy=(14,1356,712,1400)
masthead-title: ಭಾರತ ವೈಭವ xyxy=(78,21,314,79)
article-text: ಬಳಸುವಂತೆ ಪ್ರೇರೇಪಿಸಲಾಗುತ್ತಿದ್ದು, ಎಂದು ಬಟ್ಟೆ ಚೀಲಗಳಿಗೆ ೫ ಬೆಲೆ ಇದೆ xyxy=(238,407,434,438)
article-text: ವಿದ್ಯಾರಶ್ಮಿ ವಿದ್ಯಾಲಯದಲ್ಲಿ ಸರಸ್ವತಿ ಪೂಜೆ, ಗಣಹೋಮ ನಡೆಯಿತು. ವಿದ್ಯಾರಶ್ಮಿ ಸಮೂಹ ಶಿಕ್ಷಣ ಸಂಸ್ಥೆಗಳು, ಆರ್ಡರ್ ವಿವಿಧೋದ್ದೇಶ ಸಹಕಾರ ಸಂಘ ಮತ್ತು ಪ್ರಶಾಂತ್ ಮಹಲ್ ವತಿಯಿಂದ ಸೀತಾರಾಮ ರೈ ಅವರನ್ನು xyxy=(223,1178,424,1260)
article-body xyxy=(17,572,230,876)
article-text: ಗುತ್ತಿಗೆದಾರ, ಸ್ಥಳೀಯ ಎಂಜಿನಿಯರ್ ಮೇಲೆ ಕ್ರಮ ತೆಗೆದುಕೊಳ್ಳಬೇಕಾಗುತ್ತದೆ ಎಂದು ಎಚ್ಚರಿಕೆ ನೀಡಿದರು. ಅಂಗನವಾಡಿ, ಶಾಲಾ ಕಟ್ಟಡಗಳ ಜಾವಣಿ ಮತ್ತು ಶಾಲಾ ಕಟ್ಟಡದ ಬಳಿ, ರಸ್ತೆ ಬದಿಯಲ್ಲಿರುವ ಅಪಾಯಕಾರಿ ಮರಗಳ ಬಗ್ಗೆ ಇಲಾಖೆ ಅಧಿಕಾರಿಗಳು ಗಮನಹರಿಸಬೇಕು. ವಿಪತ್ತು ನಿರ್ವಹಣೆಗೆ ಬೇಕಾದ ಅಗತ್ಯ ಸಿಬ್ಬಂದಿ ಸ್ಥಳೀಯವಾಗಿ ಲಭ್ಯವಿರಬೇಕು ಎಂದು ಸೂಚಿಸಿದರು. ಉಳ್ಳಾಲ ತಹಶೀಲ್ದಾರ್ ಪುಟ್ಟರಾಜು, ಉಳ್ಳಾಲ ತಾಲ್ಲೂಕು ಪಂಚಾಯಿತಿ ಕಾರ್ಯನಿರ್ವಹಣಾಧಿಕಾರಿ ಗುರುದತ್ ಉಳ್ಳಾಲ ನಗರಸಭೆ ಅಧ್ಯಕ್ಷ ರವಿಚಂದ್ರ ಗಟ್ಟಿ, ಬ್ಲಾಕ್ ಕಾಂಗ್ರೆಸ್ ಅಧ್ಯಕ್ಷ ಸುರೇಶ್ ಭಟ್ನಗರ ಸೇರಿದಂತೆ ವಿವಿಧ ಇಲಾಖೆ ಅಧಿಕಾರಿಗಳು ಭಾಗವಹಿಸಿದ್ದರು. xyxy=(1318,540,1524,757)
article-text: ತಾಲ್ಲೂಕಿನ ತೆಂಕಮಿಜಾರು ಗ್ರಾಮ ಪಂಚಾಯಿತಿಯ ಕೊಲ್ಲಾರು ಪದವು ಪ್ರದೇಶದಲ್ಲಿ ನಡೆಯುತ್ತಿರುವ ಗಣಿಗಾರಿಕೆಯಿಂದ ತೆಗೆದ ಮಣ್ಣು ಸಾಗಿಸುವ ಭಾರಿ ಟಿಪ್ಪರ್‌ಗಳು ಕಲ್ಲಮುಂಡ್ಕೂರು ನಿಡ್ಡೋಡಿ ಬಂಗೇರಪದವು ಮೂಲಕ ಸಂಚರಿಸುತ್ತಿರುವುದನ್ನು ವಿರೋಧಿಸಿ ಗ್ರಾಮಸ್ಥರು ಶುಕ್ರವಾರ ಪ್ರತಿಭಟನೆ ನಡೆಸಿದರು. ಈ ಪ್ರದೇಶದಲ್ಲಿ ಬೃಹತ್ ಗಾತ್ರದ ವಾಹನಗಳ ಸಂಚಾರದಿಂದ ರಸ್ತೆ ಹಾಳಾಗುತ್ತಿದೆ. ಸಾರ್ವಜನಿಕರ ಓಡಾಟಕ್ಕೆ ತೊಂದರೆಯುಂಟಾಗುತ್ತಿದೆ ಎಂದು ದೂರಿದರು. xyxy=(17,574,230,740)
photo-illustration xyxy=(886,1788,1522,2014)
article-headline: ಪಡುಬಿದ್ರಿ: ಹೆದ್ದಾರಿ ನಿರ್ವಹಣೆಗೆ 'ರಾಜ್‌ಮಾರ್ಗ್ ಸಾಥಿ' xyxy=(14,1907,679,1951)
article-separator xyxy=(878,1680,1528,1681)
article-separator xyxy=(12,1901,871,1903)
article-text: ಎಂದರು. ಪುರಸಭೆ ಅಧ್ಯಕ್ಷ ಜಯಶ್ರೀ, ಕೇಶವ್, ಉಪಾಧ್ಯಕ್ಷ ನಾಗರಾಜ xyxy=(446,407,647,438)
article-separator xyxy=(878,887,1528,888)
article-body xyxy=(238,1659,434,1889)
headline-underline xyxy=(14,563,867,565)
article-body xyxy=(436,1177,638,1338)
pages-label: ಪುಟ ಸಂಖ್ಯೆ ೫ xyxy=(397,17,479,37)
article-body xyxy=(17,199,230,482)
masthead-subtitle-kn: ಕನ್ನಡ ದಿನಪತ್ರಿಕೆ xyxy=(294,85,360,100)
article-separator xyxy=(12,887,871,888)
